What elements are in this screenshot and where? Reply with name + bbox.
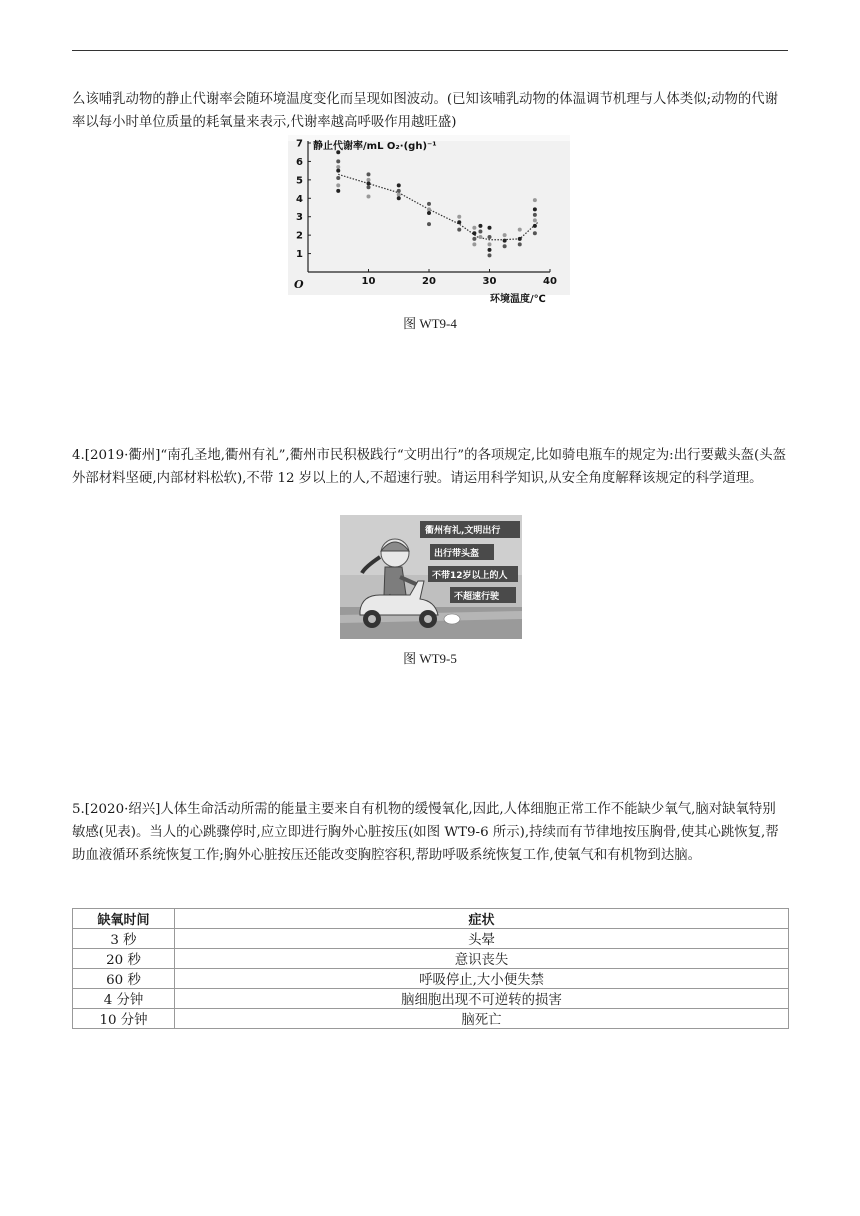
table-row bbox=[73, 989, 789, 1009]
chart-x-tick-label: 20 bbox=[422, 276, 436, 287]
hypoxia-table bbox=[72, 908, 789, 1029]
table-cell-time: 3 秒 bbox=[73, 929, 175, 949]
figure-5-caption: 图 WT9-5 bbox=[403, 651, 457, 666]
table-header-symptom: 症状 bbox=[175, 909, 789, 929]
chart-point bbox=[336, 165, 340, 169]
table-row bbox=[73, 929, 789, 949]
chart-point bbox=[472, 237, 476, 241]
chart-point bbox=[457, 220, 461, 224]
chart-x-tick-label: 30 bbox=[482, 276, 497, 287]
chart-y-tick-label: 7 bbox=[296, 138, 303, 150]
question-4-text: “南孔圣地,衢州有礼”,衢州市民积极践行“文明出行”的各项规定,比如骑电瓶车的规定为:出行要戴头盔(头盔外部材料坚硬,内部材料松软),不带 12 岁以上的人,不超速行驶。请运用科学知识,从安全角度解释该规定的科学道理。 bbox=[72, 448, 787, 486]
chart-point bbox=[336, 159, 340, 163]
chart-point bbox=[427, 207, 431, 211]
table-cell-symptom: 脑细胞出现不可逆转的损害 bbox=[175, 989, 789, 1009]
chart-point bbox=[397, 193, 401, 197]
chart-x-tick-label: 40 bbox=[543, 276, 557, 287]
table-header-time: 缺氧时间 bbox=[73, 909, 175, 929]
table-cell-symptom: 头晕 bbox=[175, 929, 789, 949]
chart-point bbox=[427, 211, 431, 215]
chart-point bbox=[533, 198, 537, 202]
question-5-number: 5. bbox=[72, 802, 85, 817]
table-row bbox=[73, 969, 789, 989]
table-cell-time: 60 秒 bbox=[73, 969, 175, 989]
chart-point bbox=[533, 224, 537, 228]
chart-point bbox=[533, 231, 537, 235]
question-5 bbox=[72, 798, 788, 867]
chart-y-tick-label: 4 bbox=[296, 193, 303, 205]
scooter-illustration bbox=[340, 515, 522, 639]
chart-point bbox=[367, 172, 371, 176]
chart-y-tick-label: 3 bbox=[296, 212, 303, 224]
chart-point bbox=[478, 235, 482, 239]
chart-y-tick-label: 1 bbox=[296, 249, 303, 261]
chart-point bbox=[367, 194, 371, 198]
table-cell-time: 20 秒 bbox=[73, 949, 175, 969]
chart-point bbox=[457, 215, 461, 219]
sign-label-1: 衢州有礼,文明出行 bbox=[425, 526, 501, 536]
chart-point bbox=[518, 237, 522, 241]
header-rule bbox=[72, 50, 788, 51]
table-cell-symptom: 呼吸停止,大小便失禁 bbox=[175, 969, 789, 989]
chart-point bbox=[367, 185, 371, 189]
table-cell-time: 4 分钟 bbox=[73, 989, 175, 1009]
chart-point bbox=[397, 189, 401, 193]
question-5-text: 人体生命活动所需的能量主要来自有机物的缓慢氧化,因此,人体细胞正常工作不能缺少氧气,脑对缺氧特别敏感(见表)。当人的心跳骤停时,应立即进行胸外心脏按压(如图 WT9-6 所示),持续而有节律地按压胸骨,使其心跳恢复,帮助血液循环系统恢复工作;胸外心脏按压还能改变胸腔容积,帮助呼吸系统恢复工作,使氧气和有机物到达脑。 bbox=[72, 802, 779, 863]
chart-point bbox=[533, 213, 537, 217]
chart-point bbox=[503, 233, 507, 237]
chart-x-tick-label: 10 bbox=[361, 276, 376, 287]
chart-y-tick-label: 5 bbox=[296, 175, 303, 187]
chart-point bbox=[478, 224, 482, 228]
question-4 bbox=[72, 444, 788, 490]
chart-point bbox=[488, 226, 492, 230]
chart-point bbox=[488, 235, 492, 239]
chart-point bbox=[427, 202, 431, 206]
chart-x-axis-label: 环境温度/℃ bbox=[490, 294, 546, 305]
chart-point bbox=[533, 218, 537, 222]
chart-point bbox=[336, 176, 340, 180]
chart-y-tick-label: 2 bbox=[296, 230, 303, 242]
chart-point bbox=[478, 229, 482, 233]
chart-point bbox=[533, 207, 537, 211]
chart-point bbox=[472, 231, 476, 235]
question-4-source: [2019·衢州] bbox=[84, 448, 161, 463]
chart-point bbox=[397, 196, 401, 200]
question-5-source: [2020·绍兴] bbox=[84, 802, 161, 817]
chart-point bbox=[457, 228, 461, 232]
table-cell-symptom: 意识丧失 bbox=[175, 949, 789, 969]
sign-label-2: 出行带头盔 bbox=[434, 549, 480, 559]
table-row bbox=[73, 1009, 789, 1029]
chart-point bbox=[488, 253, 492, 257]
chart-point bbox=[336, 183, 340, 187]
question-4-number: 4. bbox=[72, 448, 85, 463]
chart-point bbox=[503, 244, 507, 248]
table-cell-time: 10 分钟 bbox=[73, 1009, 175, 1029]
intro-paragraph: 么该哺乳动物的静止代谢率会随环境温度变化而呈现如图波动。(已知该哺乳动物的体温调节机理与人体类似;动物的代谢率以每小时单位质量的耗氧量来表示,代谢率越高呼吸作用越旺盛) bbox=[72, 92, 779, 130]
table-row bbox=[73, 949, 789, 969]
chart-point bbox=[336, 169, 340, 173]
chart-point bbox=[472, 242, 476, 246]
sign-label-3: 不带12岁以上的人 bbox=[432, 571, 508, 581]
table-header-row bbox=[73, 909, 789, 929]
chart-y-tick-label: 6 bbox=[296, 156, 303, 168]
chart-point bbox=[336, 189, 340, 193]
chart-point bbox=[518, 228, 522, 232]
chart-point bbox=[427, 222, 431, 226]
chart-point bbox=[472, 226, 476, 230]
chart-point bbox=[367, 178, 371, 182]
chart-point bbox=[488, 242, 492, 246]
chart-point bbox=[488, 248, 492, 252]
chart-point bbox=[503, 239, 507, 243]
metabolic-rate-chart bbox=[288, 135, 570, 305]
chart-origin-label: O bbox=[294, 278, 304, 291]
chart-y-axis-label: 静止代谢率/mL O₂·(gh)⁻¹ bbox=[313, 141, 437, 152]
sign-label-4: 不超速行驶 bbox=[454, 592, 500, 602]
chart-point bbox=[367, 182, 371, 186]
figure-4-caption: 图 WT9-4 bbox=[403, 316, 457, 331]
chart-point bbox=[518, 242, 522, 246]
table-cell-symptom: 脑死亡 bbox=[175, 1009, 789, 1029]
chart-point bbox=[397, 183, 401, 187]
